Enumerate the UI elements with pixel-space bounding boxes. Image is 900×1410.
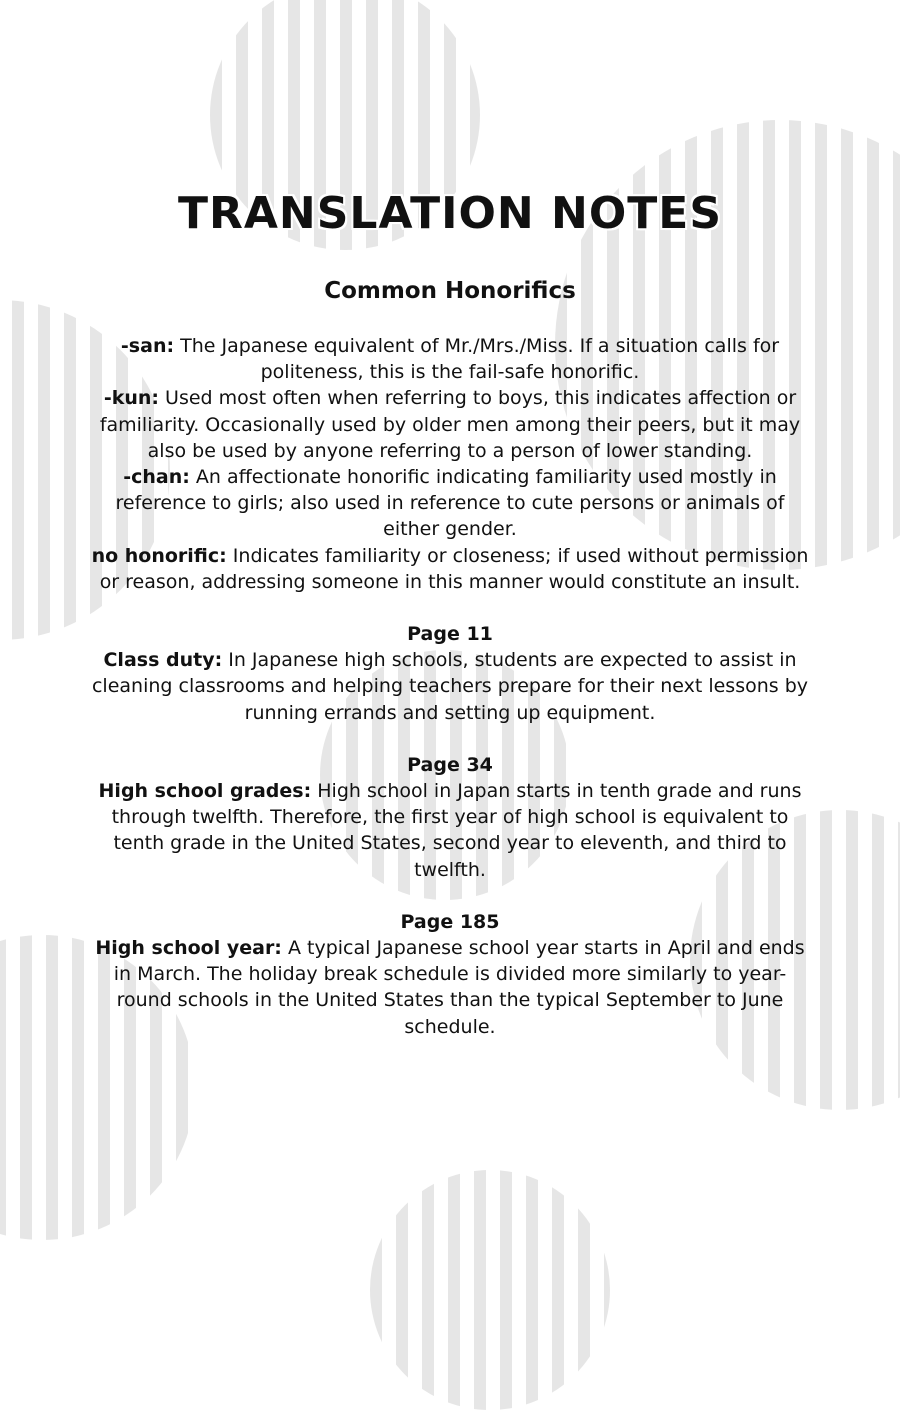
honorific-definition: The Japanese equivalent of Mr./Mrs./Miss. If a situation calls for politeness, this is the fail-safe honorific. — [180, 335, 780, 384]
honorific-entry — [88, 543, 812, 595]
note-section — [88, 621, 812, 726]
honorific-entry — [88, 464, 812, 543]
notes-content — [88, 333, 812, 1040]
honorific-definition: An affectionate honorific indicating familiarity used mostly in reference to girls; also used in reference to cute persons or animals of either gender. — [115, 466, 785, 541]
honorific-term: -chan: — [123, 466, 190, 489]
note-text: In Japanese high schools, students are expected to assist in cleaning classrooms and helping teachers prepare for their next lessons by running errands and setting up equipment. — [91, 649, 809, 724]
note-text: A typical Japanese school year starts in April and ends in March. The holiday break schedule is divided more similarly to year-round schools in the United States than the typical September to June schedule. — [113, 937, 805, 1038]
honorific-definition: Used most often when referring to boys, this indicates affection or familiarity. Occasionally used by older men among their peers, but it may also be used by anyone referring to a person of lower standing. — [99, 387, 801, 462]
note-entry — [88, 778, 812, 883]
honorific-definition: Indicates familiarity or closeness; if used without permission or reason, addressing someone in this manner would constitute an insult. — [99, 544, 809, 593]
note-term: High school grades: — [98, 780, 312, 803]
page-number: Page 185 — [400, 910, 500, 933]
note-entry — [88, 935, 812, 1040]
honorifics-list — [88, 333, 812, 595]
page-number: Page 34 — [407, 753, 493, 776]
note-text: High school in Japan starts in tenth grade and runs through twelfth. Therefore, the first year of high school is equivalent to tenth grade in the United States, second year to eleventh, and third to twelfth. — [111, 780, 802, 881]
honorific-term: no honorific: — [91, 544, 227, 567]
honorific-term: -kun: — [103, 387, 159, 410]
note-section — [88, 909, 812, 1040]
honorific-entry — [88, 333, 812, 385]
honorific-entry — [88, 385, 812, 464]
section-heading: Common Honorifics — [324, 278, 576, 304]
honorific-term: -san: — [120, 335, 175, 357]
note-entry — [88, 647, 812, 726]
page-number: Page 11 — [407, 623, 493, 646]
note-term: Class duty: — [103, 649, 223, 672]
page-title: TRANSLATION NOTES — [177, 188, 723, 239]
note-section — [88, 752, 812, 883]
note-term: High school year: — [95, 937, 282, 960]
